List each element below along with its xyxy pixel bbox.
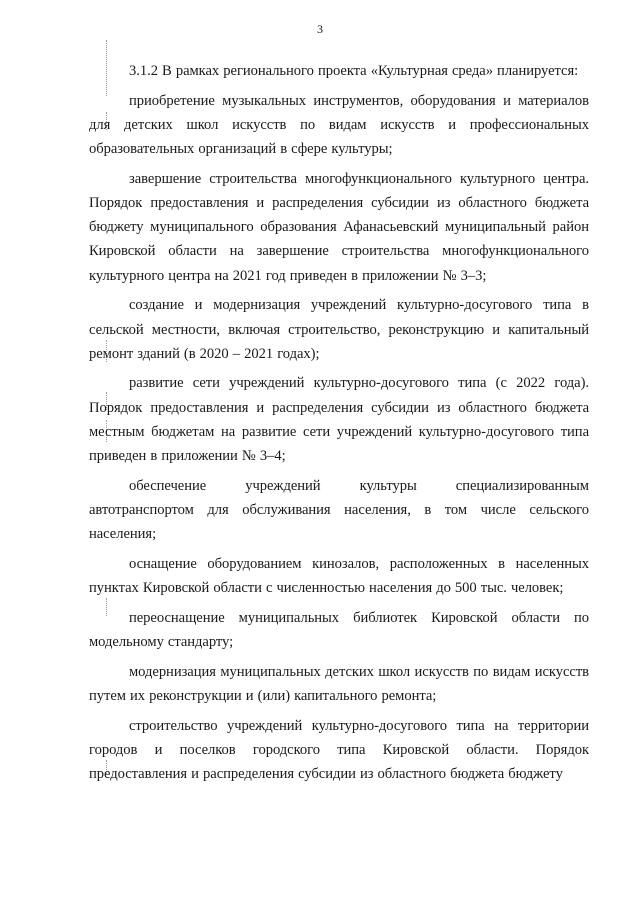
paragraph-libraries: переоснащение муниципальных библиотек Кировской области по модельному стандарту; [89, 609, 589, 650]
paragraph-cultural-center: завершение строительства многофункционального культурного центра. Порядок предоставления и распределения субсидии из областного бюджета бюджету муниципального образования Афанасьевский муниципальный район Кировской области на завершение строительства многофункционального культурного центра на 2021 год приведен в приложении № 3–3; [89, 170, 589, 284]
paragraph-rural-modernization: создание и модернизация учреждений культурно-досугового типа в сельской местности, включая строительство, реконструкцию и капитальный ремонт зданий (в 2020 – 2021 годах); [89, 297, 589, 362]
paragraph-construction: строительство учреждений культурно-досугового типа на территории городов и поселков городского типа Кировской области. Порядок предоставления и распределения субсидии из областного бюджета бюджету [89, 717, 589, 782]
paragraph-art-schools: модернизация муниципальных детских школ искусств по видам искусств путем их реконструкции и (или) капитального ремонта; [89, 663, 589, 704]
body-text [89, 59, 589, 792]
paragraph-network-development: развитие сети учреждений культурно-досугового типа (с 2022 года). Порядок предоставления и распределения субсидии из областного бюджета местным бюджетам на развитие сети учреждений культурно-досугового типа приведен в приложении № 3–4; [89, 375, 589, 465]
paragraph-motor-transport: обеспечение учреждений культуры специализированным автотранспортом для обслуживания населения, в том числе сельского населения; [89, 477, 589, 543]
paragraph-musical-instruments: приобретение музыкальных инструментов, оборудования и материалов для детских школ искусств по видам искусств и профессиональных образовательных организаций в сфере культуры; [89, 92, 589, 158]
paragraph-section-3-1-2: 3.1.2 В рамках регионального проекта «Культурная среда» планируется: [129, 63, 579, 79]
page-number: 3 [317, 22, 323, 36]
paragraph-cinema-equipment: оснащение оборудованием кинозалов, расположенных в населенных пунктах Кировской области с численностью населения до 500 тыс. человек; [89, 555, 589, 597]
